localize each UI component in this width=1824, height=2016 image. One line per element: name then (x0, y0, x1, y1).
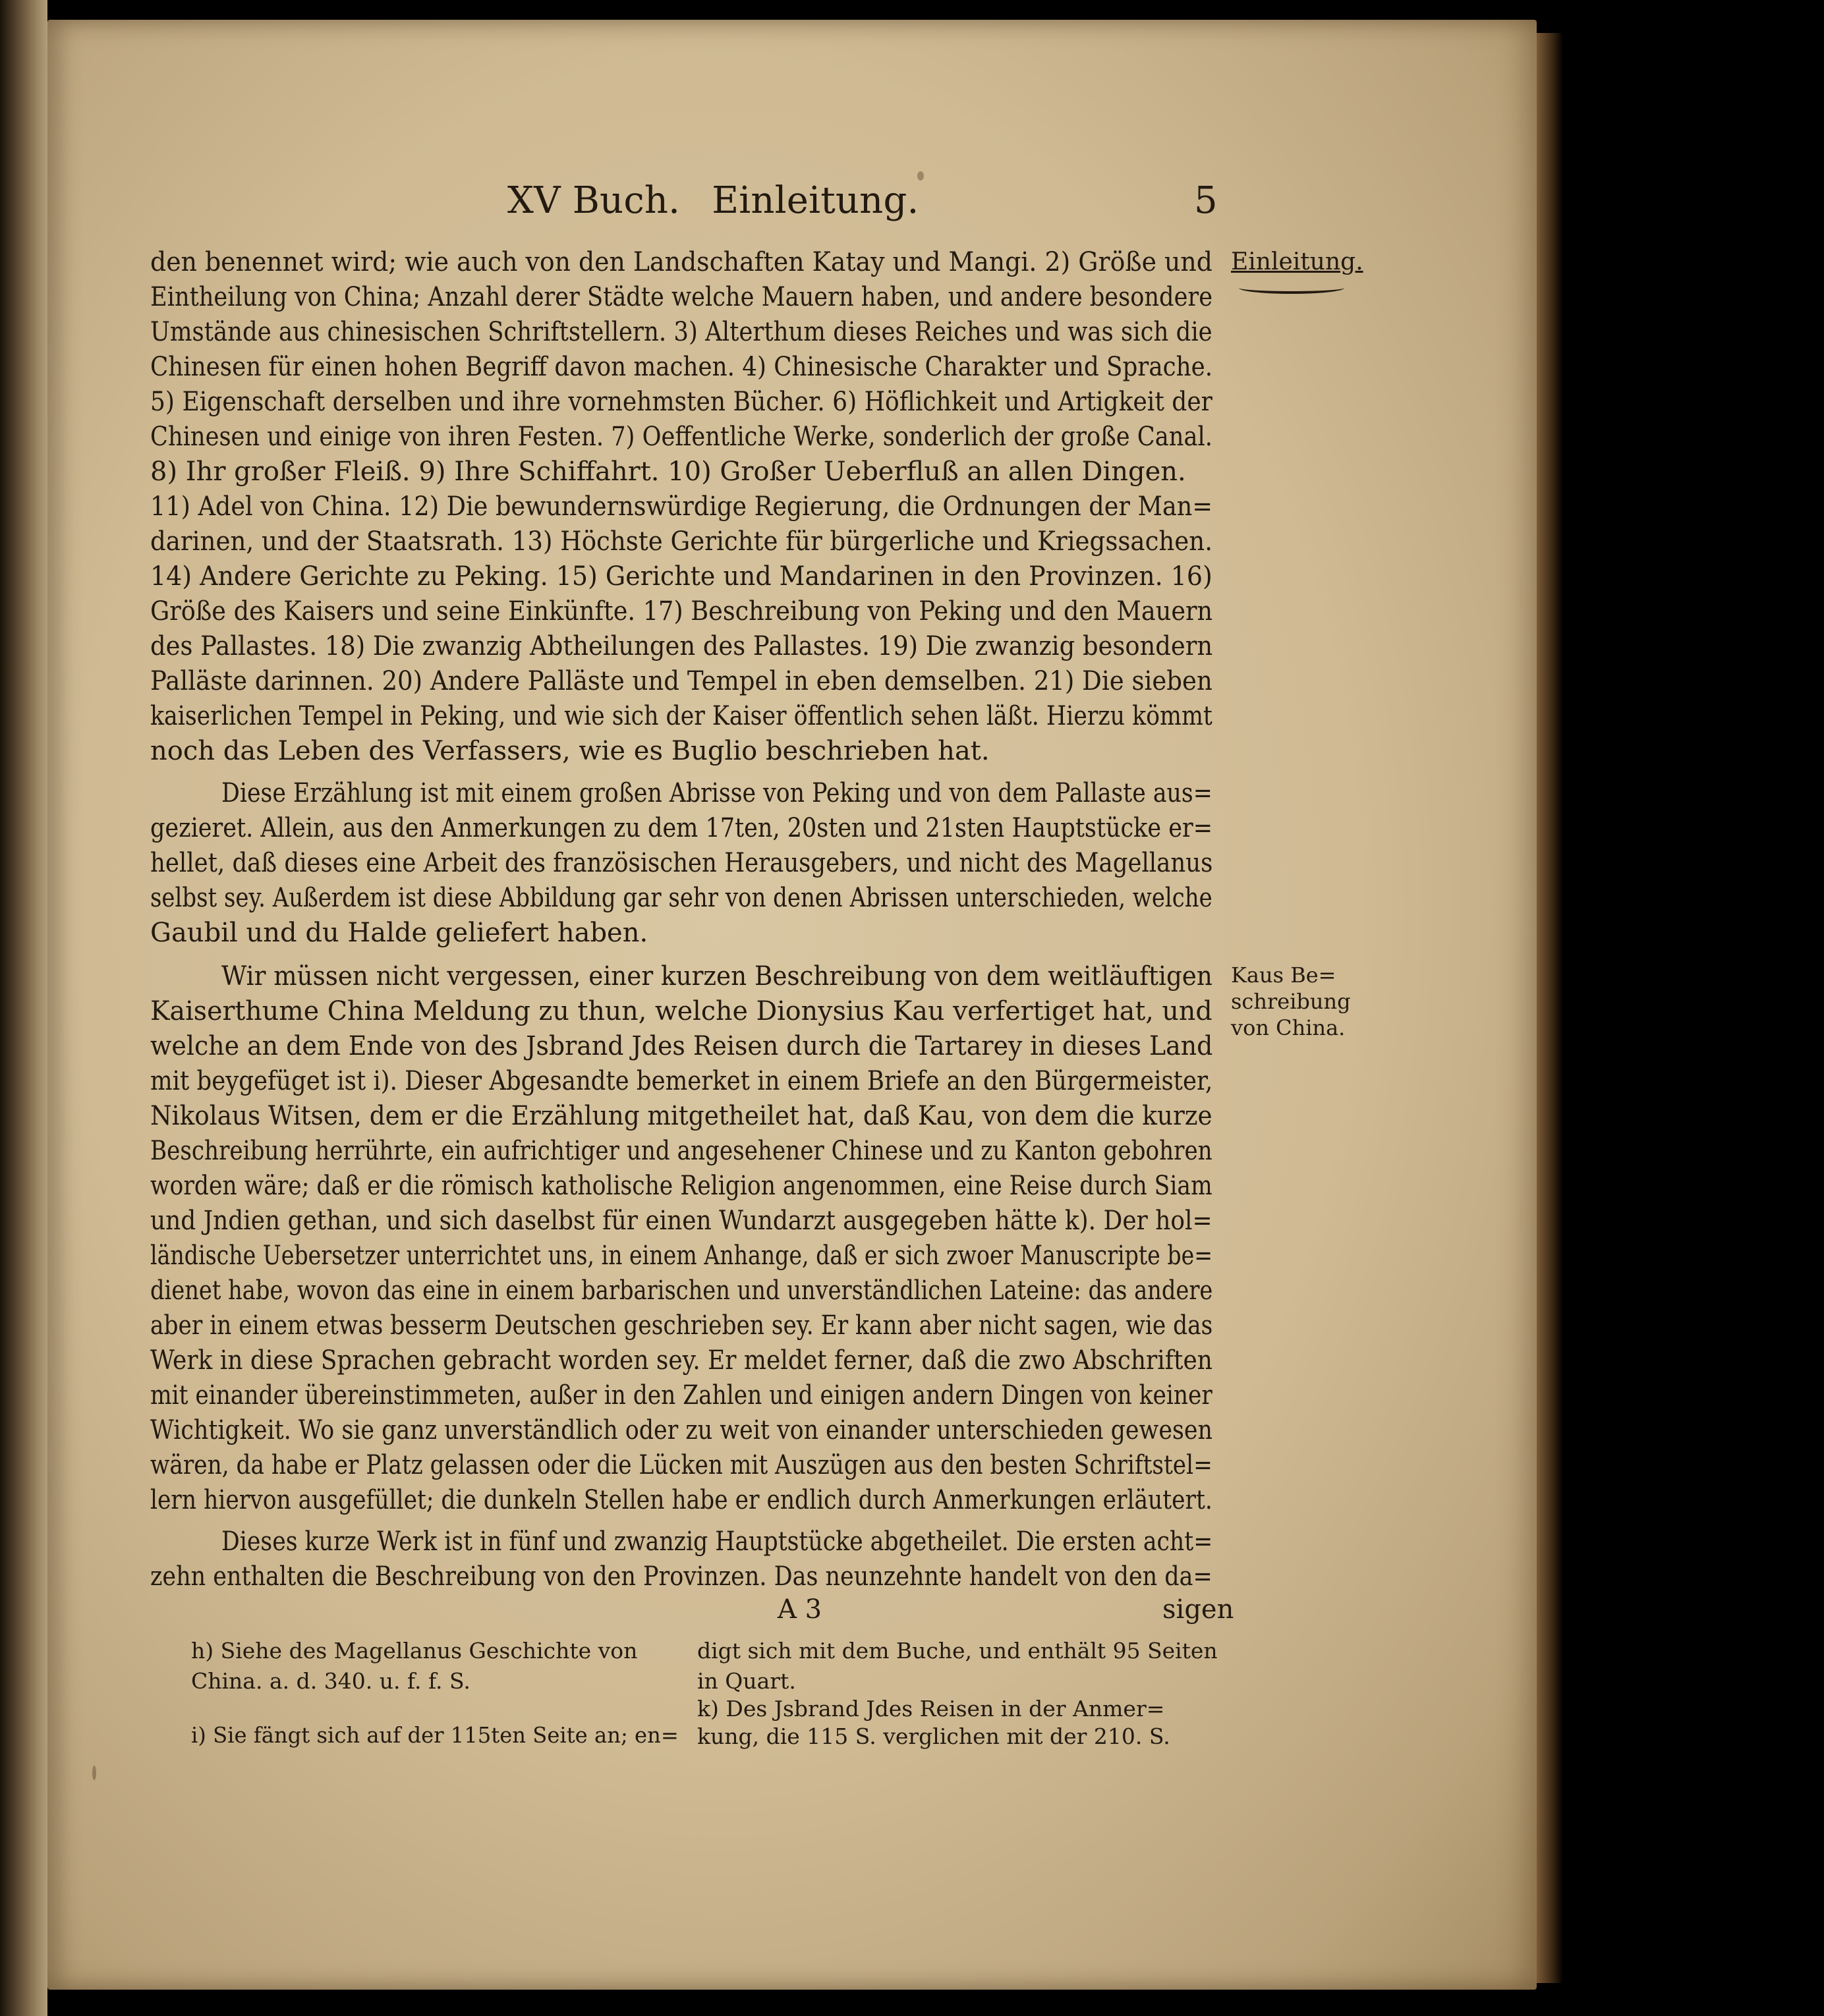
footnote-line: China. a. d. 340. u. f. f. S. (191, 1668, 470, 1694)
body-line: gezieret. Allein, aus den Anmerkungen zu dem 17ten, 20sten und 21sten Hauptstücke er= (150, 813, 1213, 843)
body-line: dienet habe, wovon das eine in einem barbarischen und unverständlichen Lateine: das andere (150, 1275, 1213, 1306)
body-line: und Jndien gethan, und sich daselbst für einen Wundarzt ausgegeben hätte k). Der hol= (150, 1206, 1212, 1236)
body-line: Diese Erzählung ist mit einem großen Abrisse von Peking und von dem Pallaste aus= (221, 778, 1212, 808)
body-line: kaiserlichen Tempel in Peking, und wie sich der Kaiser öffentlich sehen läßt. Hierzu kömmt (150, 701, 1212, 731)
body-line: selbst sey. Außerdem ist diese Abbildung gar sehr von denen Abrissen unterschieden, welche (150, 883, 1212, 913)
footnote-line: kung, die 115 S. verglichen mit der 210. S. (697, 1723, 1170, 1749)
running-head-section: Einleitung. (712, 179, 919, 222)
catchword: sigen (1162, 1594, 1234, 1625)
body-line: Nikolaus Witsen, dem er die Erzählung mitgetheilet hat, daß Kau, von dem die kurze (150, 1101, 1212, 1131)
body-line: Dieses kurze Werk ist in fünf und zwanzig Hauptstücke abgetheilet. Die ersten acht= (221, 1526, 1213, 1557)
body-line: 14) Andere Gerichte zu Peking. 15) Gerichte und Mandarinen in den Provinzen. 16) (150, 561, 1212, 592)
margin-note-line: von China. (1231, 1015, 1346, 1040)
footnote-line: i) Sie fängt sich auf der 115ten Seite an; en= (191, 1722, 679, 1748)
body-line: worden wäre; daß er die römisch katholische Religion angenommen, eine Reise durch Siam (150, 1171, 1212, 1201)
margin-brace (1239, 282, 1344, 294)
body-line: lern hiervon ausgefüllet; die dunkeln Stellen habe er endlich durch Anmerkungen erläutert. (150, 1485, 1212, 1515)
body-line: Gaubil und du Halde geliefert haben. (150, 918, 648, 948)
margin-note-einleitung: Einleitung. (1231, 248, 1363, 275)
footnote-line: in Quart. (697, 1668, 796, 1694)
body-line: Kaiserthume China Meldung zu thun, welche Dionysius Kau verfertiget hat, und (150, 996, 1212, 1026)
body-line: Eintheilung von China; Anzahl derer Städte welche Mauern haben, und andere besondere (150, 282, 1213, 312)
body-line: Wichtigkeit. Wo sie ganz unverständlich oder zu weit von einander unterschieden gewesen (150, 1415, 1212, 1445)
body-line: wären, da habe er Platz gelassen oder die Lücken mit Auszügen aus den besten Schriftstel= (150, 1450, 1212, 1480)
body-line: Palläste darinnen. 20) Andere Palläste und Tempel in eben demselben. 21) Die sieben (150, 666, 1212, 696)
body-line: aber in einem etwas besserm Deutschen geschrieben sey. Er kann aber nicht sagen, wie das (150, 1310, 1213, 1341)
body-line: mit beygefüget ist i). Dieser Abgesandte bemerket in einem Briefe an den Bürgermeister, (150, 1066, 1213, 1096)
body-line: noch das Leben des Verfassers, wie es Buglio beschrieben hat. (150, 736, 990, 766)
body-line: welche an dem Ende von des Jsbrand Jdes Reisen durch die Tartarey in dieses Land (150, 1031, 1213, 1061)
body-line: mit einander übereinstimmeten, außer in den Zahlen und einigen andern Dingen von keiner (150, 1380, 1212, 1411)
body-line: hellet, daß dieses eine Arbeit des französischen Herausgebers, und nicht des Magellanus (150, 848, 1213, 878)
footnote-line: digt sich mit dem Buche, und enthält 95 Seiten (697, 1638, 1218, 1664)
body-line: 8) Ihr großer Fleiß. 9) Ihre Schiffahrt. 10) Großer Ueberfluß an allen Dingen. (150, 457, 1186, 487)
running-head-book: XV Buch. (507, 179, 681, 222)
body-line: darinen, und der Staatsrath. 13) Höchste Gerichte für bürgerliche und Kriegssachen. (150, 526, 1213, 557)
body-line: Werk in diese Sprachen gebracht worden sey. Er meldet ferner, daß die zwo Abschriften (150, 1345, 1212, 1376)
body-line: Beschreibung herrührte, ein aufrichtiger und angesehener Chinese und zu Kanton gebohren (150, 1136, 1212, 1166)
body-line: zehn enthalten die Beschreibung von den Provinzen. Das neunzehnte handelt von den da= (150, 1561, 1212, 1592)
running-head (507, 179, 939, 222)
page-number: 5 (1194, 179, 1218, 222)
body-line: Größe des Kaisers und seine Einkünfte. 17) Beschreibung von Peking und den Mauern (150, 596, 1213, 627)
body-line: den benennet wird; wie auch von den Landschaften Katay und Mangi. 2) Größe und (150, 247, 1212, 277)
paper-blemish (92, 1766, 96, 1780)
body-line: Wir müssen nicht vergessen, einer kurzen Beschreibung von dem weitläuftigen (221, 961, 1212, 992)
body-line: Umstände aus chinesischen Schriftstellern. 3) Alterthum dieses Reiches und was sich die (150, 317, 1212, 347)
signature-mark: A 3 (778, 1594, 822, 1625)
footnote-line: k) Des Jsbrand Jdes Reisen in der Anmer= (697, 1696, 1165, 1722)
footnote-line: h) Siehe des Magellanus Geschichte von (191, 1638, 638, 1664)
margin-note-kau (1231, 962, 1351, 1041)
margin-note-line: schreibung (1231, 989, 1351, 1014)
margin-note-line: Kaus Be= (1231, 963, 1336, 988)
body-line: 11) Adel von China. 12) Die bewundernswürdige Regierung, die Ordnungen der Man= (150, 491, 1213, 522)
body-line: ländische Uebersetzer unterrichtet uns, in einem Anhange, daß er sich zwoer Manuscripte be= (150, 1241, 1213, 1271)
body-line: Chinesen für einen hohen Begriff davon machen. 4) Chinesische Charakter und Sprache. (150, 352, 1213, 382)
body-line: des Pallastes. 18) Die zwanzig Abtheilungen des Pallastes. 19) Die zwanzig besondern (150, 631, 1213, 661)
body-line: Chinesen und einige von ihren Festen. 7) Oeffentliche Werke, sonderlich der große Canal. (150, 422, 1212, 452)
book-gutter (0, 0, 47, 2016)
body-line: 5) Eigenschaft derselben und ihre vornehmsten Bücher. 6) Höflichkeit und Artigkeit der (150, 387, 1212, 417)
